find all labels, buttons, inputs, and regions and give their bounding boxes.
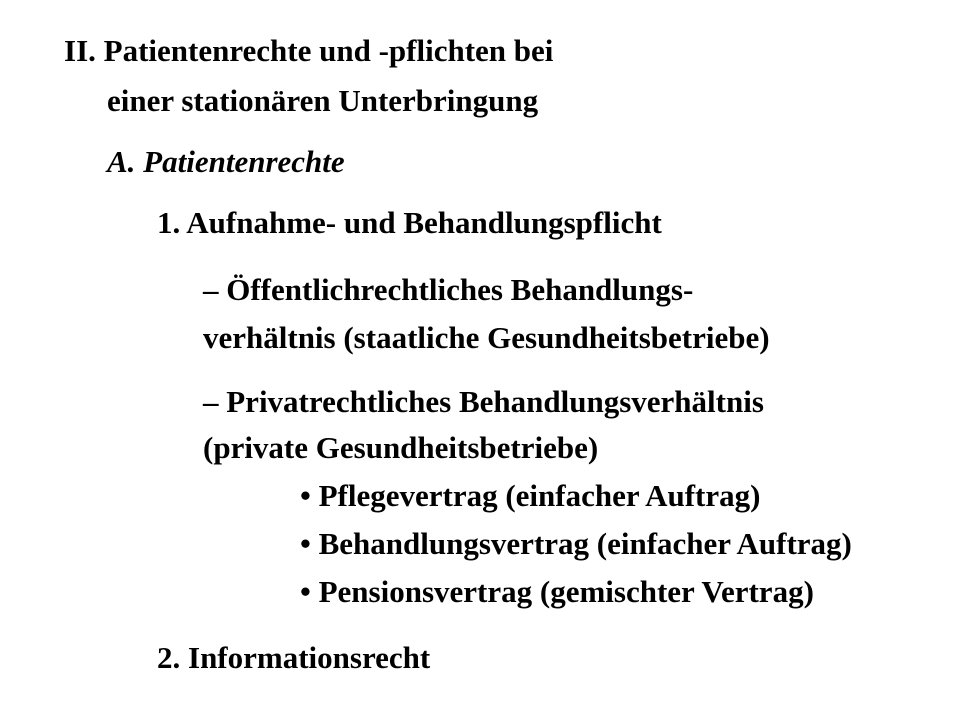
- dash-item-1-line-1: – Öffentlichrechtliches Behandlungs-: [203, 272, 694, 307]
- bullet-item-2: • Behandlungsvertrag (einfacher Auftrag): [300, 526, 852, 561]
- title-line-1: II. Patientenrechte und -pflichten bei: [64, 33, 554, 68]
- item-heading-2: 2. Informationsrecht: [157, 640, 431, 675]
- dash-item-1-line-2: verhältnis (staatliche Gesundheitsbetriebe): [203, 320, 770, 355]
- bullet-item-3: • Pensionsvertrag (gemischter Vertrag): [300, 574, 814, 609]
- section-heading-a: A. Patientenrechte: [107, 144, 345, 179]
- dash-item-2-line-1: – Privatrechtliches Behandlungsverhältnis: [203, 384, 764, 419]
- dash-item-2-line-2: (private Gesundheitsbetriebe): [203, 430, 599, 465]
- item-heading-1: 1. Aufnahme- und Behandlungspflicht: [157, 205, 662, 240]
- bullet-item-1: • Pflegevertrag (einfacher Auftrag): [300, 478, 761, 513]
- title-line-2: einer stationären Unterbringung: [107, 83, 539, 118]
